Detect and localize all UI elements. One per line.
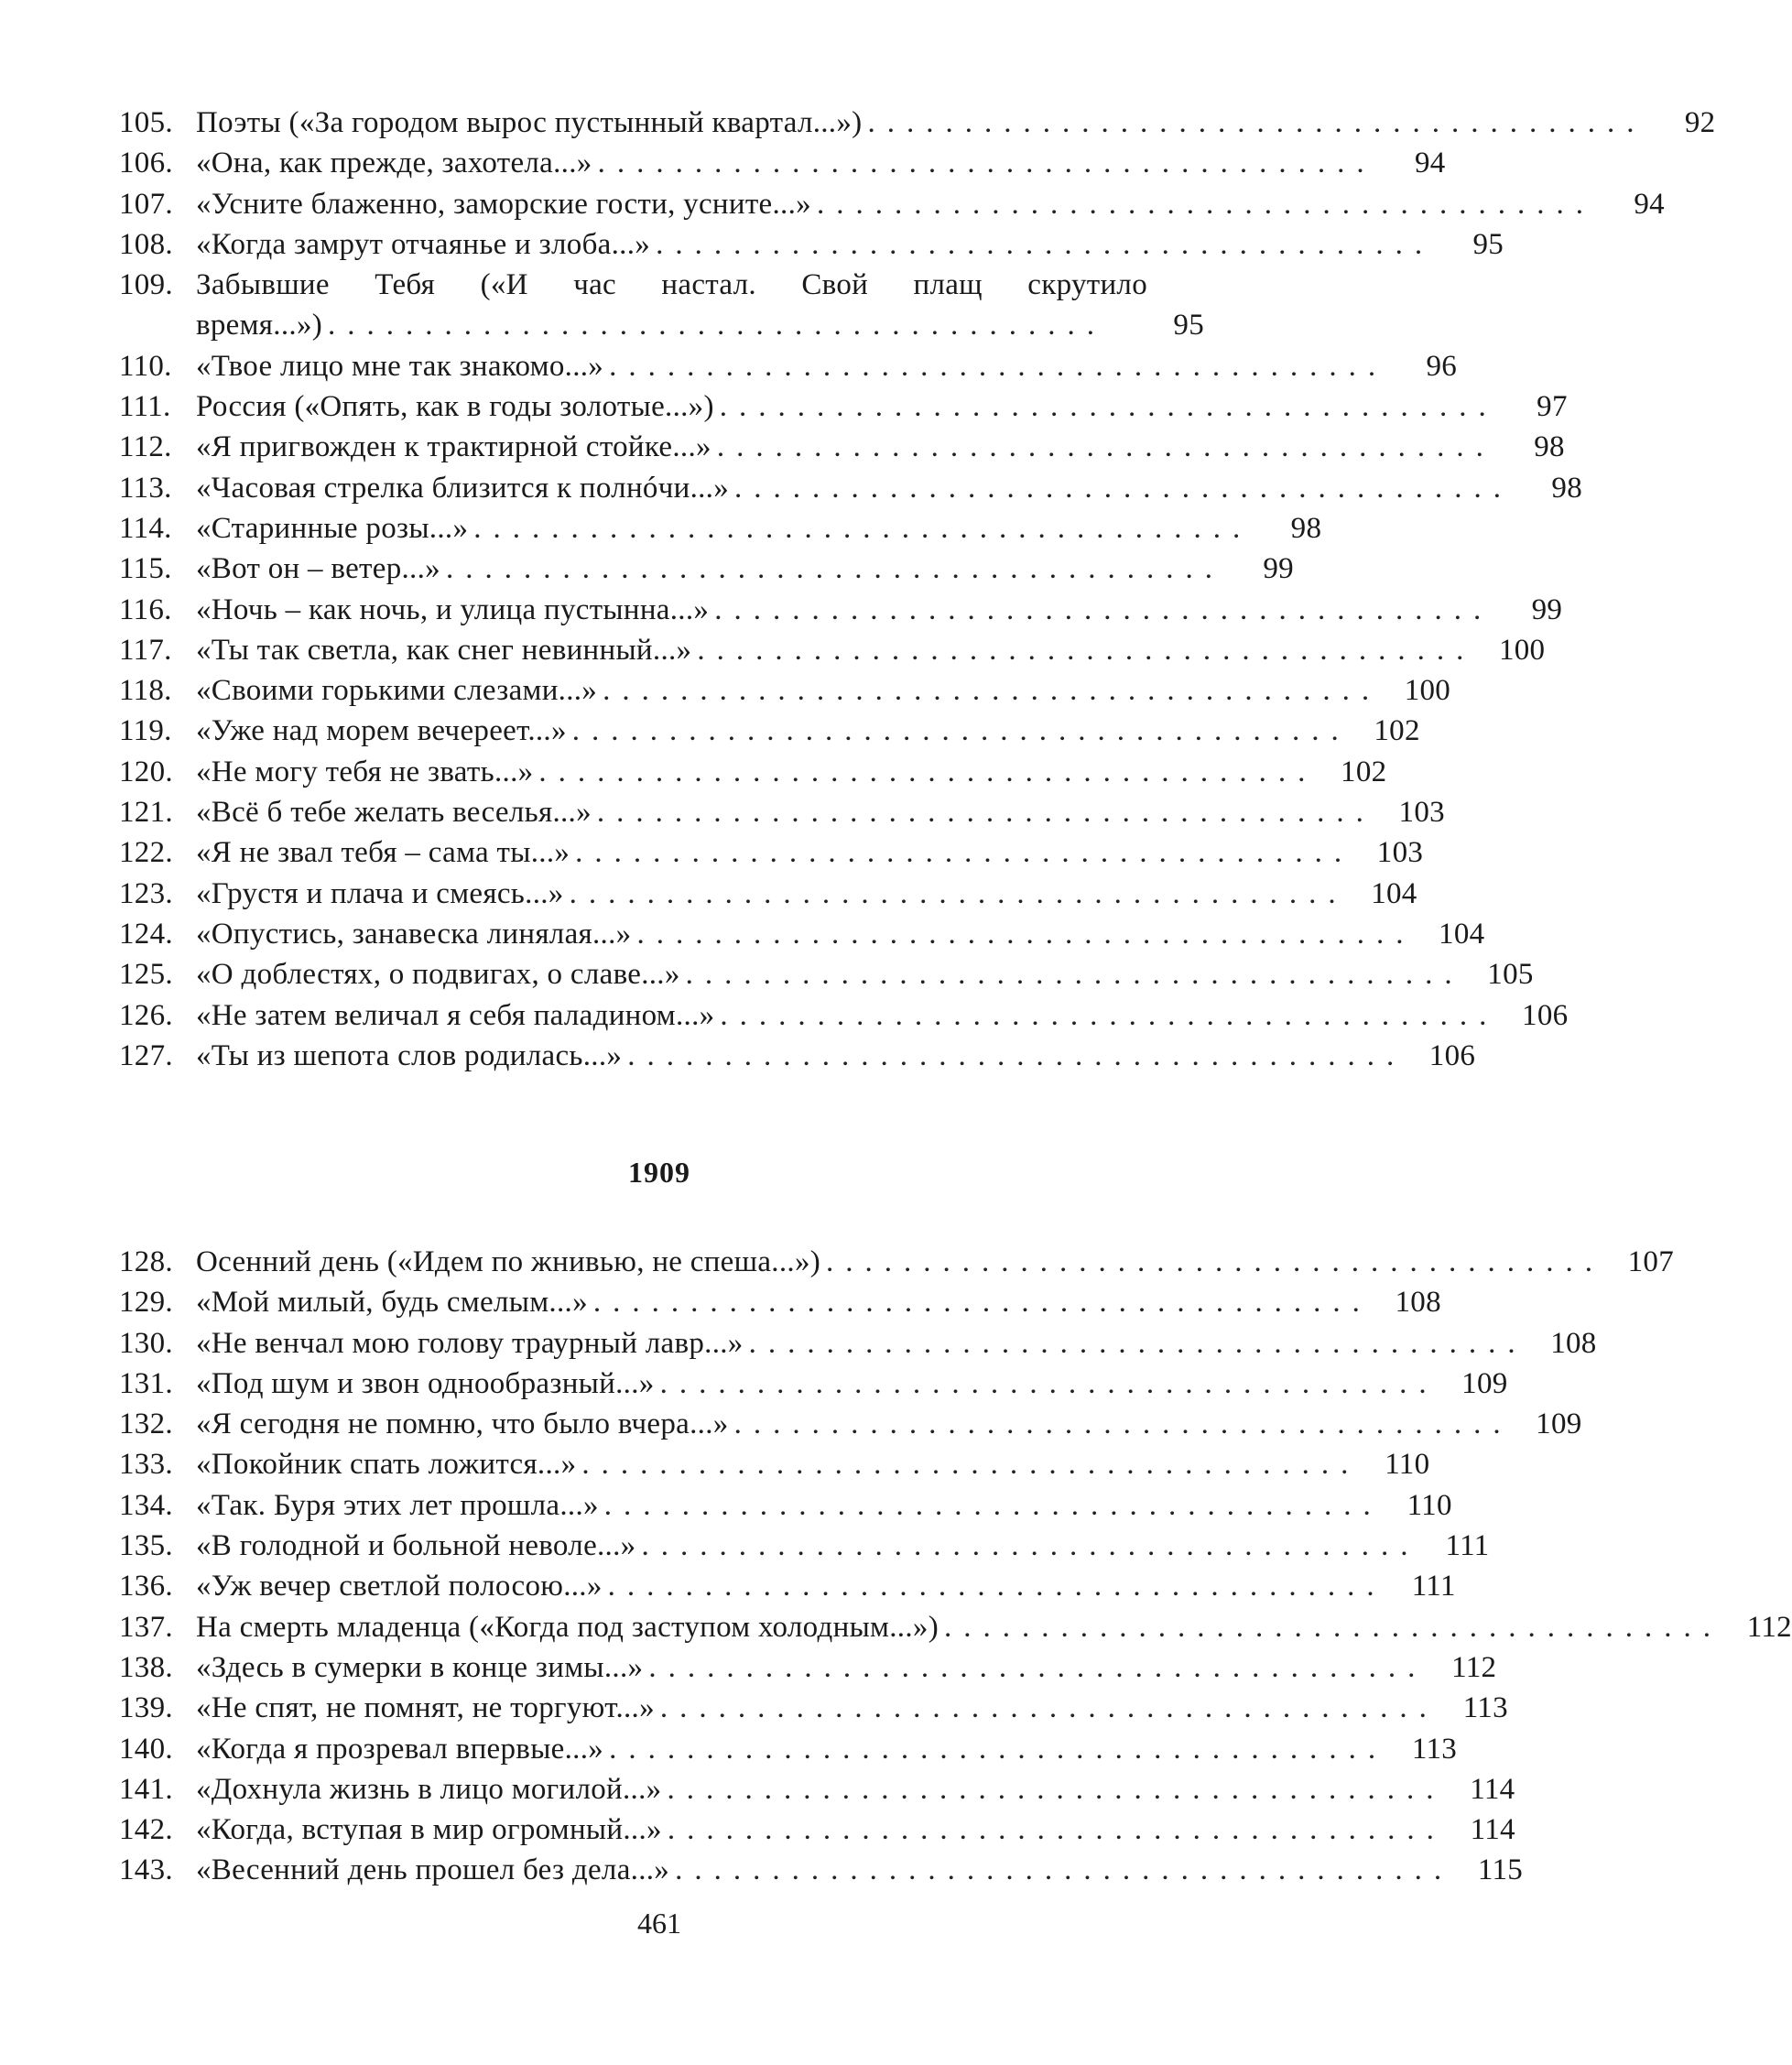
entry-title: «Я не звал тебя – сама ты...» — [196, 836, 570, 870]
entry-number: 120. — [119, 755, 173, 788]
entry-title: «Под шум и звон однообразный...» — [196, 1366, 655, 1400]
contents-entry — [119, 1647, 1497, 1688]
entry-number: 140. — [119, 1732, 173, 1766]
contents-entry — [119, 1485, 1452, 1526]
contents-entry — [119, 1566, 1456, 1606]
contents-entry — [119, 143, 1446, 183]
contents-entry — [119, 305, 1204, 345]
contents-entry — [119, 508, 1322, 549]
entry-page: 112 — [1451, 1650, 1497, 1684]
entry-title: «Дохнула жизнь в лицо могилой...» — [196, 1772, 662, 1806]
contents-section-1908 — [119, 103, 1716, 1076]
entry-number: 141. — [119, 1772, 173, 1806]
entry-number: 122. — [119, 836, 173, 870]
dot-leader: ........................................ — [667, 1813, 1446, 1847]
entry-title: На смерть младенца («Когда под заступом холодным...») — [196, 1610, 939, 1644]
entry-number: 111. — [119, 390, 171, 424]
entry-number: 135. — [119, 1529, 173, 1563]
entry-page: 115 — [1477, 1853, 1524, 1887]
dot-leader: ........................................ — [569, 876, 1348, 910]
entry-number: 108. — [119, 227, 173, 261]
entry-title: Осенний день («Идем по жнивью, не спеша...») — [196, 1245, 821, 1278]
contents-entry — [119, 630, 1546, 670]
entry-title: «Когда я прозревал впервые...» — [196, 1732, 604, 1766]
entry-page: 102 — [1374, 714, 1420, 748]
entry-page: 109 — [1536, 1407, 1582, 1441]
entry-number: 133. — [119, 1448, 173, 1482]
dot-leader: ........................................ — [603, 1488, 1383, 1522]
entry-title: Поэты («За городом вырос пустынный квартал...») — [196, 106, 863, 139]
dot-leader: ........................................ — [667, 1772, 1446, 1806]
entry-number: 119. — [119, 714, 172, 748]
entry-title: «Не венчал мою голову траурный лавр...» — [196, 1326, 744, 1360]
entry-title: «Часовая стрелка близится к полнóчи...» — [196, 471, 730, 505]
entry-page: 96 — [1426, 349, 1458, 383]
entry-number: 127. — [119, 1038, 173, 1072]
contents-entry — [119, 1688, 1508, 1728]
entry-page: 109 — [1461, 1366, 1508, 1400]
contents-entry — [119, 1850, 1524, 1890]
entry-page: 102 — [1341, 755, 1387, 788]
entry-title: «Всё б тебе желать веселья...» — [196, 796, 592, 830]
dot-leader: ........................................ — [826, 1245, 1605, 1278]
entry-page: 99 — [1531, 592, 1563, 626]
entry-number: 105. — [119, 106, 173, 139]
entry-title: «Мой милый, будь смелым...» — [196, 1286, 588, 1320]
dot-leader: ........................................ — [734, 471, 1514, 505]
dot-leader: ........................................ — [592, 1286, 1372, 1320]
contents-entry — [119, 468, 1583, 508]
entry-page: 100 — [1404, 674, 1451, 708]
contents-entry — [119, 1526, 1490, 1566]
entry-number: 128. — [119, 1245, 173, 1278]
dot-leader: ........................................ — [538, 755, 1318, 788]
entry-number: 130. — [119, 1326, 173, 1360]
contents-entry — [119, 265, 1204, 305]
contents-entry — [119, 184, 1665, 224]
dot-leader: ........................................ — [648, 1650, 1428, 1684]
entry-page: 94 — [1414, 147, 1446, 180]
dot-leader: ........................................ — [697, 633, 1476, 667]
contents-entry — [119, 711, 1420, 751]
dot-leader: ........................................ — [675, 1853, 1454, 1887]
entry-page: 100 — [1498, 633, 1546, 667]
entry-page: 114 — [1470, 1772, 1515, 1806]
entry-number: 125. — [119, 958, 173, 992]
dot-leader: ........................................ — [867, 106, 1646, 139]
contents-entry — [119, 590, 1563, 630]
entry-number: 123. — [119, 876, 173, 910]
entry-number: 126. — [119, 998, 173, 1032]
entry-page: 105 — [1487, 958, 1534, 992]
entry-title: «Не затем величал я себя паладином...» — [196, 998, 715, 1032]
dot-leader: ........................................ — [659, 1691, 1439, 1725]
entry-title: «Грустя и плача и смеясь...» — [196, 876, 564, 910]
entry-title: «Опустись, занавеска линялая...» — [196, 917, 632, 951]
dot-leader: ........................................ — [656, 227, 1435, 261]
entry-number: 134. — [119, 1488, 173, 1522]
entry-page: 110 — [1406, 1488, 1452, 1522]
entry-number: 106. — [119, 147, 173, 180]
dot-leader: ........................................ — [716, 430, 1495, 464]
entry-number: 110. — [119, 349, 172, 383]
dot-leader: ........................................ — [733, 1407, 1513, 1441]
dot-leader: ........................................ — [328, 309, 1107, 342]
contents-section-1909 — [119, 1242, 1792, 1891]
entry-page: 114 — [1470, 1813, 1515, 1847]
dot-leader: ........................................ — [575, 836, 1354, 870]
contents-entry — [119, 549, 1294, 589]
entry-title: «Когда, вступая в мир огромный...» — [196, 1813, 662, 1847]
dot-leader: ........................................ — [748, 1326, 1527, 1360]
entry-number: 143. — [119, 1853, 173, 1887]
contents-entry — [119, 1769, 1515, 1810]
entry-title: «Ты так светла, как снег невинный...» — [196, 633, 692, 667]
entry-page: 111 — [1445, 1529, 1490, 1563]
contents-entry — [119, 1282, 1441, 1322]
entry-number: 139. — [119, 1691, 173, 1725]
dot-leader: ........................................ — [596, 796, 1375, 830]
entry-title: «Не могу тебя не звать...» — [196, 755, 534, 788]
entry-number: 124. — [119, 917, 173, 951]
entry-title: «О доблестях, о подвигах, о славе...» — [196, 958, 680, 992]
entry-page: 113 — [1411, 1732, 1458, 1766]
contents-entry — [119, 1323, 1597, 1364]
entry-number: 132. — [119, 1407, 173, 1441]
contents-entry — [119, 103, 1716, 143]
entry-number: 117. — [119, 633, 172, 667]
entry-title: «Вот он – ветер...» — [196, 552, 440, 586]
entry-page: 106 — [1428, 1038, 1476, 1072]
contents-entry — [119, 792, 1445, 832]
dot-leader: ........................................ — [597, 147, 1376, 180]
contents-entry — [119, 995, 1569, 1036]
contents-entry — [119, 1607, 1792, 1647]
entry-title: «Когда замрут отчаянье и злоба...» — [196, 227, 651, 261]
entry-number: 138. — [119, 1650, 173, 1684]
contents-entry — [119, 427, 1565, 467]
entry-title: «Она, как прежде, захотела...» — [196, 147, 592, 180]
dot-leader: ........................................ — [685, 958, 1464, 992]
page-number: 461 — [637, 1907, 681, 1940]
entry-title: «Старинные розы...» — [196, 511, 469, 545]
dot-leader: ........................................ — [720, 998, 1499, 1032]
contents-entry — [119, 1242, 1675, 1282]
entry-page: 98 — [1290, 511, 1322, 545]
entry-number: 129. — [119, 1286, 173, 1320]
dot-leader: ........................................ — [714, 592, 1493, 626]
entry-title: «Не спят, не помнят, не торгуют...» — [196, 1691, 655, 1725]
contents-entry — [119, 670, 1451, 711]
entry-page: 94 — [1634, 187, 1665, 221]
contents-entry — [119, 224, 1504, 265]
contents-entry — [119, 1364, 1508, 1404]
entry-number: 136. — [119, 1570, 173, 1603]
entry-title: «Твое лицо мне так знакомо...» — [196, 349, 604, 383]
entry-title: Россия («Опять, как в годы золотые...») — [196, 390, 714, 424]
entry-number: 112. — [119, 430, 172, 464]
entry-title: «Я пригвожден к трактирной стойке...» — [196, 430, 711, 464]
dot-leader: ........................................ — [607, 1570, 1386, 1603]
dot-leader: ........................................ — [609, 349, 1388, 383]
entry-title: «Ночь – как ночь, и улица пустынна...» — [196, 592, 710, 626]
entry-page: 97 — [1537, 390, 1568, 424]
year-heading: 1909 — [628, 1156, 690, 1189]
entry-page: 111 — [1411, 1570, 1456, 1603]
entry-number: 116. — [119, 592, 172, 626]
entry-page: 92 — [1684, 106, 1716, 139]
dot-leader: ........................................ — [603, 674, 1382, 708]
entry-page: 104 — [1439, 917, 1485, 951]
entry-title: «Уж вечер светлой полосою...» — [196, 1570, 603, 1603]
dot-leader: ........................................ — [445, 552, 1224, 586]
entry-title: «Здесь в сумерки в конце зимы...» — [196, 1650, 644, 1684]
entry-page: 103 — [1376, 836, 1424, 870]
entry-page: 108 — [1395, 1286, 1441, 1320]
entry-title: «Усните блаженно, заморские гости, усните...» — [196, 187, 811, 221]
entry-page: 106 — [1522, 998, 1569, 1032]
dot-leader: ........................................ — [627, 1038, 1406, 1072]
entry-page: 103 — [1398, 796, 1445, 830]
entry-title: «Так. Буря этих лет прошла...» — [196, 1488, 599, 1522]
entry-page: 104 — [1371, 876, 1417, 910]
entry-page: 95 — [1173, 309, 1204, 342]
dot-leader: ........................................ — [641, 1529, 1420, 1563]
entry-page: 98 — [1551, 471, 1583, 505]
entry-number: 121. — [119, 796, 173, 830]
contents-entry — [119, 832, 1424, 873]
contents-entry — [119, 1404, 1582, 1444]
contents-entry — [119, 954, 1534, 994]
dot-leader: ........................................ — [571, 714, 1351, 748]
entry-number: 118. — [119, 674, 172, 708]
dot-leader: ........................................ — [581, 1448, 1361, 1482]
entry-page: 98 — [1534, 430, 1565, 464]
entry-page: 107 — [1627, 1245, 1675, 1278]
contents-entry — [119, 1444, 1430, 1484]
entry-title: «Весенний день прошел без дела...» — [196, 1853, 670, 1887]
entry-title: Забывшие Тебя («И час настал. Свой плащ скрутило — [196, 268, 1147, 302]
entry-title: «Своими горькими слезами...» — [196, 674, 598, 708]
entry-page: 113 — [1462, 1691, 1508, 1725]
dot-leader: ........................................ — [636, 917, 1416, 951]
entry-number: 109. — [119, 268, 173, 302]
entry-page: 95 — [1472, 227, 1504, 261]
entry-title: время...») — [196, 309, 323, 342]
entry-number: 142. — [119, 1813, 173, 1847]
contents-entry — [119, 346, 1458, 386]
dot-leader: ........................................ — [659, 1366, 1439, 1400]
entry-title: «Я сегодня не помню, что было вчера...» — [196, 1407, 729, 1441]
entry-title: «В голодной и больной неволе...» — [196, 1529, 636, 1563]
entry-number: 107. — [119, 187, 173, 221]
contents-entry — [119, 1036, 1476, 1076]
contents-entry — [119, 1810, 1515, 1850]
dot-leader: ........................................ — [473, 511, 1253, 545]
entry-number: 115. — [119, 552, 172, 586]
contents-entry — [119, 752, 1387, 792]
entry-page: 110 — [1385, 1448, 1430, 1482]
entry-number: 131. — [119, 1366, 173, 1400]
dot-leader: ........................................ — [609, 1732, 1388, 1766]
entry-page: 108 — [1550, 1326, 1597, 1360]
entry-title: «Уже над морем вечереет...» — [196, 714, 567, 748]
entry-page: 112 — [1746, 1610, 1792, 1644]
entry-title: «Покойник спать ложится...» — [196, 1448, 577, 1482]
dot-leader: ........................................ — [719, 390, 1498, 424]
entry-number: 137. — [119, 1610, 173, 1644]
dot-leader: ........................................ — [943, 1610, 1722, 1644]
contents-entry — [119, 874, 1417, 914]
entry-title: «Ты из шепота слов родилась...» — [196, 1038, 623, 1072]
dot-leader: ........................................ — [816, 187, 1595, 221]
entry-page: 99 — [1263, 552, 1294, 586]
entry-number: 114. — [119, 511, 172, 545]
contents-entry — [119, 1729, 1458, 1769]
contents-entry — [119, 386, 1568, 427]
contents-entry — [119, 914, 1485, 954]
entry-number: 113. — [119, 471, 172, 505]
